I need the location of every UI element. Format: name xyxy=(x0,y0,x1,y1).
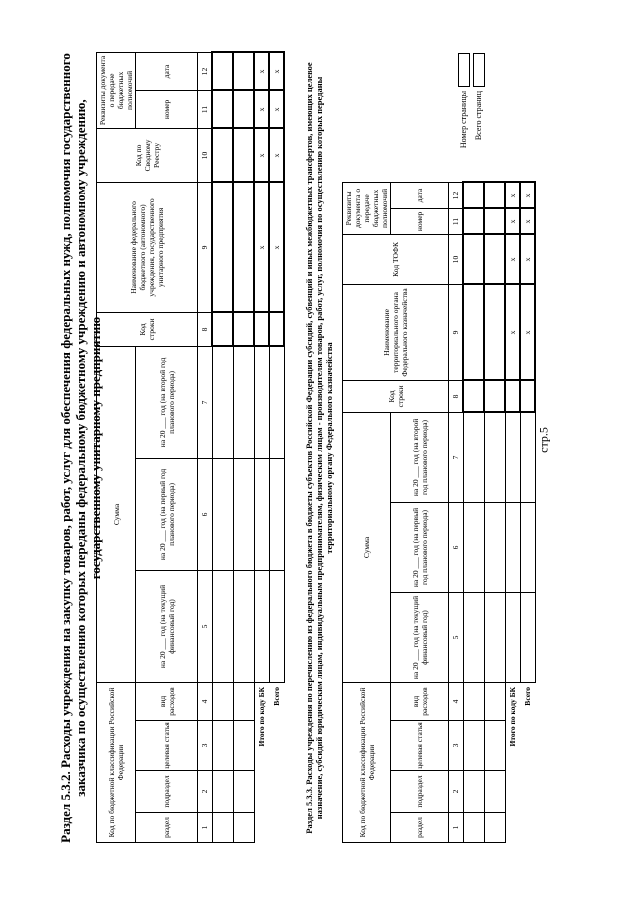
header-podrazdel: подраздел xyxy=(136,770,198,812)
cell-kod-stroki[interactable] xyxy=(233,312,254,346)
col-index: 2 xyxy=(198,770,213,812)
section-5-3-3-title: Раздел 5.3.3. Расходы учреждения по перечислению из федерального бюджета в бюджеты субъектов Российской Федерации субсидий, субвенций и иных межбюджетных трансфертов, имеющих целевое назначение, субсидий юридическим лицам, индивидуальным предпринимателям, физическим лицам - производителям товаров, работ, услуг, полномочия по осуществлению которых переданы территориальному органу Федерального казначейства xyxy=(304,61,334,834)
total-kbk-summa-3[interactable] xyxy=(505,412,520,502)
cell-summa-1[interactable] xyxy=(463,592,484,682)
col-index: 12 xyxy=(198,52,213,90)
total-all-summa-1[interactable] xyxy=(269,570,284,682)
col-index: 9 xyxy=(198,182,213,312)
cell-razdel[interactable] xyxy=(233,812,254,842)
total-all-x: x xyxy=(269,52,284,90)
cell-summa-2[interactable] xyxy=(233,458,254,570)
cell-cs[interactable] xyxy=(212,720,233,770)
page-number-label: Номер страницы xyxy=(459,90,468,148)
header-summa-1: на 20 ___ год (на текущий финансовый год) xyxy=(136,570,198,682)
header-kod-stroki: Код строки xyxy=(343,380,449,412)
header-summa-2: на 20 ___ год (на первый год планового периода) xyxy=(391,502,449,592)
header-celevaya-statya: целевая статья xyxy=(136,720,198,770)
total-kbk-label: Итого по коду БК xyxy=(257,686,267,746)
total-kbk-summa-2[interactable] xyxy=(505,502,520,592)
total-all-kod[interactable] xyxy=(520,380,535,412)
col-index: 1 xyxy=(198,812,213,842)
cell-vid[interactable] xyxy=(233,682,254,720)
cell-summa-3[interactable] xyxy=(484,412,505,502)
cell-summa-3[interactable] xyxy=(212,346,233,458)
total-all-x: x xyxy=(520,208,535,234)
total-kbk-x: x xyxy=(505,182,520,208)
cell-vid[interactable] xyxy=(463,682,484,720)
total-all-kod[interactable] xyxy=(269,312,284,346)
cell-tofk[interactable] xyxy=(463,234,484,284)
page-number: стр.5 xyxy=(536,427,551,453)
cell-svod[interactable] xyxy=(233,128,254,182)
cell-vid[interactable] xyxy=(484,682,505,720)
cell-vid[interactable] xyxy=(212,682,233,720)
cell-summa-1[interactable] xyxy=(484,592,505,682)
col-index: 1 xyxy=(449,812,464,842)
cell-cs[interactable] xyxy=(463,720,484,770)
page-number-box[interactable] xyxy=(458,53,470,87)
total-kbk-label: Итого по коду БК xyxy=(508,686,518,746)
pages-total-label: Всего страниц xyxy=(474,90,483,140)
cell-name[interactable] xyxy=(212,182,233,312)
header-summa: Сумма xyxy=(97,346,136,682)
header-razdel: раздел xyxy=(136,812,198,842)
total-kbk-summa-1[interactable] xyxy=(254,570,269,682)
column-index-row xyxy=(198,52,213,842)
table-row xyxy=(233,52,254,842)
col-index: 3 xyxy=(198,720,213,770)
total-all-summa-3[interactable] xyxy=(269,346,284,458)
total-all-x: x xyxy=(520,182,535,208)
cell-podrazdel[interactable] xyxy=(212,770,233,812)
total-kbk-kod[interactable] xyxy=(254,312,269,346)
total-kbk-x: x xyxy=(505,284,520,380)
header-name: Наименование федерального бюджетного (автономного) учреждения, государственного унитарного предприятия xyxy=(97,182,198,312)
total-kbk-x: x xyxy=(505,234,520,284)
cell-name[interactable] xyxy=(463,284,484,380)
table-row xyxy=(463,182,484,842)
col-index: 3 xyxy=(449,720,464,770)
col-index: 5 xyxy=(198,570,213,682)
header-vid-rashodov: вид расходов xyxy=(136,682,198,720)
cell-summa-1[interactable] xyxy=(212,570,233,682)
col-index: 10 xyxy=(198,128,213,182)
total-kbk-x: x xyxy=(254,52,269,90)
cell-kod-stroki[interactable] xyxy=(463,380,484,412)
col-index: 9 xyxy=(449,284,464,380)
header-summa-1: на 20 ___ год (на текущий финансовый год) xyxy=(391,592,449,682)
cell-cs[interactable] xyxy=(484,720,505,770)
cell-kod-stroki[interactable] xyxy=(212,312,233,346)
header-svod-reestr: Код по Сводному Реестру xyxy=(97,128,198,182)
total-all-x: x xyxy=(269,90,284,128)
total-kbk-summa-1[interactable] xyxy=(505,592,520,682)
cell-data[interactable] xyxy=(484,182,505,208)
total-kbk-row xyxy=(254,52,269,842)
col-index: 12 xyxy=(449,182,464,208)
cell-nomer[interactable] xyxy=(212,90,233,128)
col-index: 7 xyxy=(449,412,464,502)
table-row xyxy=(484,182,505,842)
header-data: дата xyxy=(391,182,449,208)
column-index-row xyxy=(449,182,464,842)
rotated-form xyxy=(40,23,600,883)
cell-summa-2[interactable] xyxy=(212,458,233,570)
header-razdel: раздел xyxy=(391,812,449,842)
header-nomer: номер xyxy=(136,90,198,128)
total-kbk-kod[interactable] xyxy=(505,380,520,412)
col-index: 6 xyxy=(449,502,464,592)
total-all-row xyxy=(269,52,284,842)
total-all-summa-2[interactable] xyxy=(520,502,535,592)
total-all-summa-1[interactable] xyxy=(520,592,535,682)
table-5-3-2 xyxy=(96,51,285,843)
cell-summa-2[interactable] xyxy=(484,502,505,592)
cell-nomer[interactable] xyxy=(463,208,484,234)
col-index: 10 xyxy=(449,234,464,284)
header-summa-3: на 20 ___ год (на второй год планового периода) xyxy=(136,346,198,458)
cell-summa-3[interactable] xyxy=(233,346,254,458)
cell-kod-stroki[interactable] xyxy=(484,380,505,412)
header-summa-2: на 20 ___ год (на первый год планового периода) xyxy=(136,458,198,570)
cell-tofk[interactable] xyxy=(484,234,505,284)
table-row xyxy=(212,52,233,842)
cell-podrazdel[interactable] xyxy=(463,770,484,812)
total-kbk-summa-3[interactable] xyxy=(254,346,269,458)
header-vid-rashodov: вид расходов xyxy=(391,682,449,720)
header-celevaya-statya: целевая статья xyxy=(391,720,449,770)
header-kod-stroki: Код строки xyxy=(97,312,198,346)
total-kbk-x: x xyxy=(254,182,269,312)
total-all-x: x xyxy=(520,284,535,380)
total-kbk-x: x xyxy=(505,208,520,234)
section-5-3-2-title: Раздел 5.3.2. Расходы учреждения на закупку товаров, работ, услуг для обеспечения федеральных нужд, полномочия государственного заказчика по осуществлению которых переданы федеральному бюджетному учреждению и автономному учреждению, государственному унитарному предприятию xyxy=(58,52,103,843)
cell-cs[interactable] xyxy=(233,720,254,770)
cell-nomer[interactable] xyxy=(233,90,254,128)
cell-name[interactable] xyxy=(233,182,254,312)
col-index: 4 xyxy=(449,682,464,720)
header-nomer: номер xyxy=(391,208,449,234)
cell-data[interactable] xyxy=(233,52,254,90)
col-index: 6 xyxy=(198,458,213,570)
total-all-summa-3[interactable] xyxy=(520,412,535,502)
total-kbk-x: x xyxy=(254,128,269,182)
page-counter xyxy=(458,53,485,165)
pages-total-box[interactable] xyxy=(473,53,485,87)
header-summa: Сумма xyxy=(343,412,391,682)
cell-razdel[interactable] xyxy=(212,812,233,842)
cell-summa-2[interactable] xyxy=(463,502,484,592)
col-index: 7 xyxy=(198,346,213,458)
header-data: дата xyxy=(136,52,198,90)
total-all-row xyxy=(520,182,535,842)
col-index: 11 xyxy=(198,90,213,128)
total-all-label: Всего xyxy=(523,686,532,706)
col-index: 11 xyxy=(449,208,464,234)
cell-razdel[interactable] xyxy=(484,812,505,842)
table-5-3-3 xyxy=(342,181,536,843)
total-kbk-x: x xyxy=(254,90,269,128)
header-rekvizity: Реквизиты документа о передаче бюджетных полномочий xyxy=(343,182,391,234)
header-kbk: Код по бюджетной классификации Российской Федерации xyxy=(343,682,391,842)
total-all-label: Всего xyxy=(272,686,281,706)
cell-nomer[interactable] xyxy=(484,208,505,234)
total-kbk-summa-2[interactable] xyxy=(254,458,269,570)
total-all-x: x xyxy=(269,128,284,182)
cell-podrazdel[interactable] xyxy=(484,770,505,812)
cell-podrazdel[interactable] xyxy=(233,770,254,812)
col-index: 2 xyxy=(449,770,464,812)
cell-summa-3[interactable] xyxy=(463,412,484,502)
col-index: 8 xyxy=(198,312,213,346)
header-rekvizity: Реквизиты документа о передаче бюджетных полномочий xyxy=(97,52,136,128)
header-kod-tofk: Код ТОФК xyxy=(343,234,449,284)
cell-name[interactable] xyxy=(484,284,505,380)
cell-data[interactable] xyxy=(212,52,233,90)
col-index: 5 xyxy=(449,592,464,682)
total-kbk-row xyxy=(505,182,520,842)
cell-svod[interactable] xyxy=(212,128,233,182)
total-all-x: x xyxy=(520,234,535,284)
header-podrazdel: подраздел xyxy=(391,770,449,812)
cell-data[interactable] xyxy=(463,182,484,208)
header-kbk: Код по бюджетной классификации Российской Федерации xyxy=(97,682,136,842)
cell-razdel[interactable] xyxy=(463,812,484,842)
col-index: 4 xyxy=(198,682,213,720)
cell-summa-1[interactable] xyxy=(233,570,254,682)
total-all-x: x xyxy=(269,182,284,312)
col-index: 8 xyxy=(449,380,464,412)
header-name-tofk: Наименование территориального органа Федерального казначейства xyxy=(343,284,449,380)
header-summa-3: на 20 ___ год (на второй год планового периода) xyxy=(391,412,449,502)
total-all-summa-2[interactable] xyxy=(269,458,284,570)
